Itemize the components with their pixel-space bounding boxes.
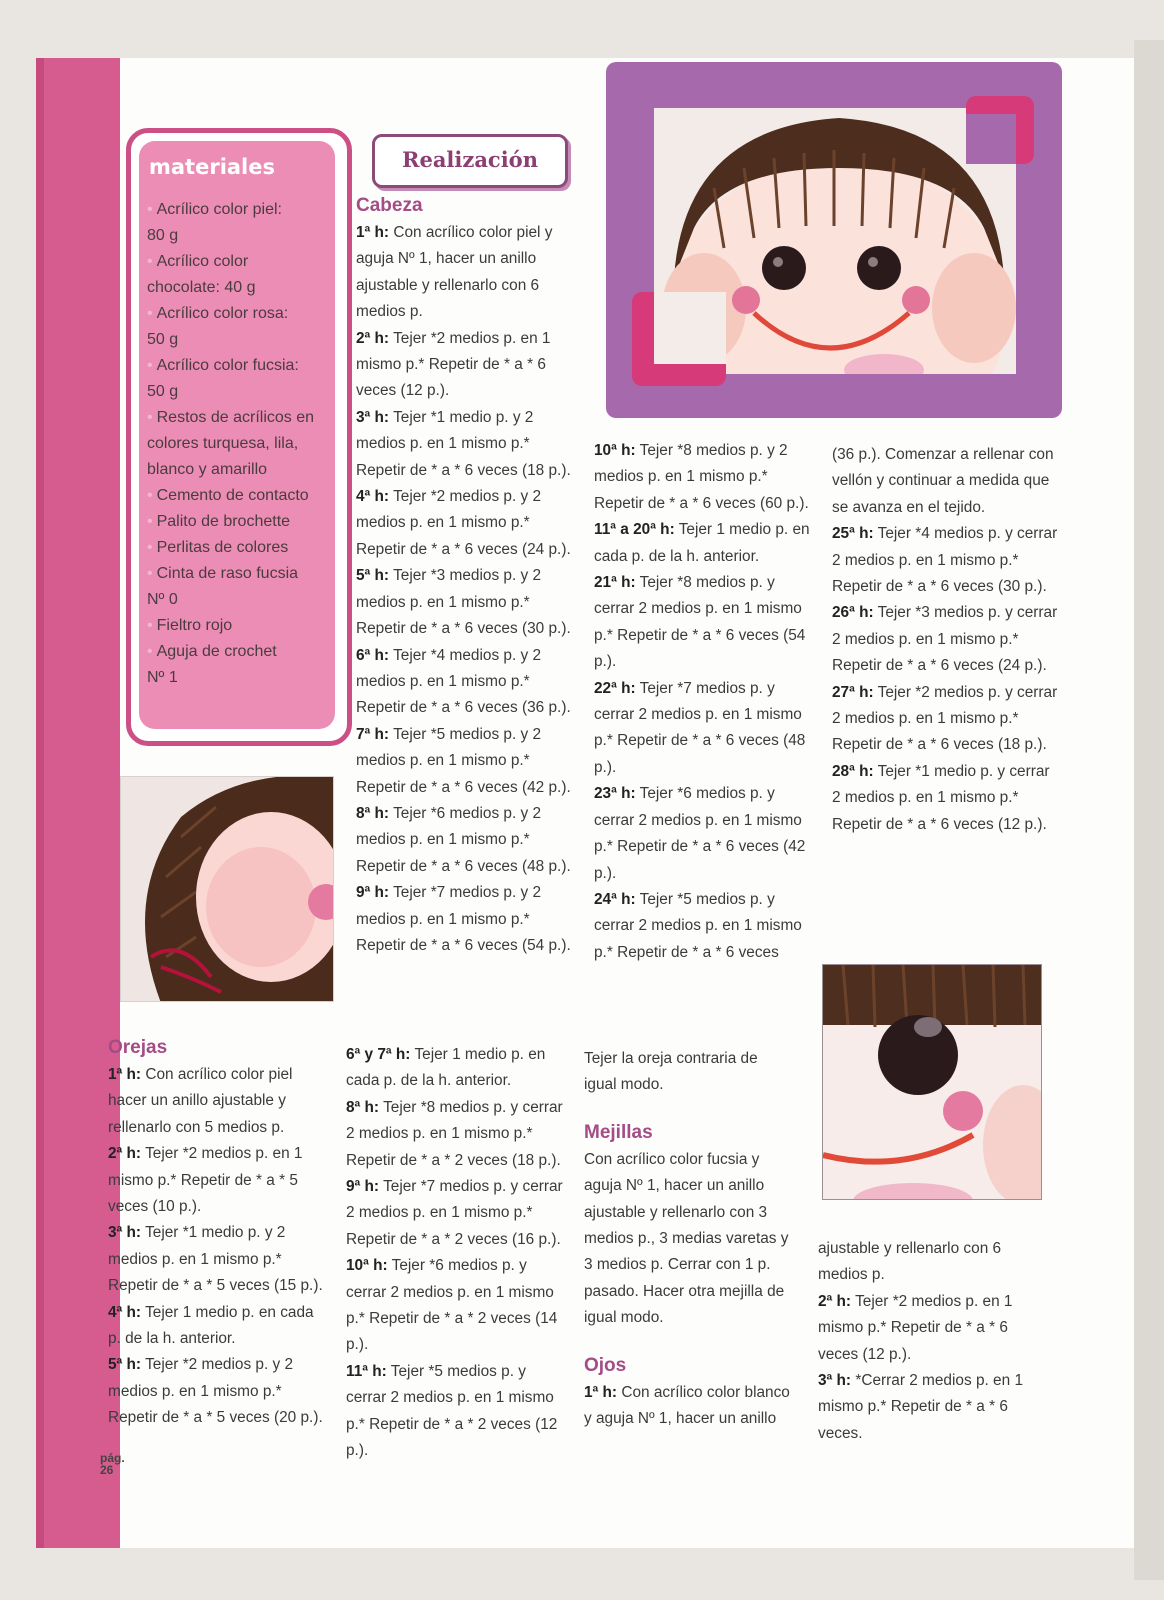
section-heading-orejas: Orejas [108,1037,168,1058]
instruction-row: 3ª h: Tejer *1 medio p. y 2 medios p. en 1 mismo p.* Repetir de * a * 5 veces (15 p.). [108,1224,323,1295]
instruction-row: 1ª h: Con acrílico color piel y aguja Nº 1, hacer un anillo ajustable y rellenarlo con 6 medios p. [356,224,553,321]
materials-line: Nº 0 [147,591,178,608]
instruction-row: 11ª h: Tejer *5 medios p. y cerrar 2 medios p. en 1 mismo p.* Repetir de * a * 2 veces (12 p.). [346,1362,558,1460]
doll-eye-photo-icon [823,965,1042,1200]
instruction-row: 10ª h: Tejer *8 medios p. y 2 medios p. en 1 mismo p.* Repetir de * a * 6 veces (60 p.). [594,442,809,512]
instruction-row: 4ª h: Tejer 1 medio p. en cada p. de la h. anterior. [108,1303,314,1348]
frame-corner-top-right [966,96,1034,164]
instruction-row: (36 p.). Comenzar a rellenar con vellón y continuar a medida que se avanza en el tejido. [832,446,1054,516]
materials-line: • Acrílico color piel: [147,201,282,218]
instruction-row: 24ª h: Tejer *5 medios p. y cerrar 2 medios p. en 1 mismo p.* Repetir de * a * 6 veces [594,890,802,961]
instruction-row: 10ª h: Tejer *6 medios p. y cerrar 2 medios p. en 1 mismo p.* Repetir de * a * 2 veces (14 p.). [346,1257,558,1354]
instruction-row: 8ª h: Tejer *6 medios p. y 2 medios p. en 1 mismo p.* Repetir de * a * 6 veces (48 p.). [356,804,571,875]
realizacion-label-box [372,134,568,188]
instruction-row: 1ª h: Con acrílico color blanco y aguja Nº 1, hacer un anillo [584,1383,790,1428]
page-number-value: 26 [100,1463,114,1477]
materials-box [126,128,352,746]
materials-line: colores turquesa, lila, [147,435,299,452]
instruction-row: 6ª h: Tejer *4 medios p. y 2 medios p. en 1 mismo p.* Repetir de * a * 6 veces (36 p.). [356,646,571,717]
section-heading-ojos: Ojos [584,1354,627,1376]
column-cabeza-3 [832,442,1058,838]
materials-line: chocolate: 40 g [147,279,256,296]
instruction-row: 28ª h: Tejer *1 medio p. y cerrar 2 medios p. en 1 mismo p.* Repetir de * a * 6 veces (12 p.). [832,762,1050,833]
materials-line: 80 g [147,227,179,244]
instruction-row: 5ª h: Tejer *3 medios p. y 2 medios p. en 1 mismo p.* Repetir de * a * 6 veces (30 p.). [356,567,571,638]
materials-line: blanco y amarillo [147,461,268,478]
instruction-row: 11ª a 20ª h: Tejer 1 medio p. en cada p. de la h. anterior. [594,521,810,565]
instruction-row: 9ª h: Tejer *7 medios p. y cerrar 2 medios p. en 1 mismo p.* Repetir de * a * 2 veces (16 p.). [346,1178,563,1248]
column-mejillas-ojos [584,1046,794,1432]
instruction-row: 23ª h: Tejer *6 medios p. y cerrar 2 medios p. en 1 mismo p.* Repetir de * a * 6 veces (42 p.). [594,785,806,882]
instruction-row: 26ª h: Tejer *3 medios p. y cerrar 2 medios p. en 1 mismo p.* Repetir de * a * 6 veces (24 p.). [832,604,1058,675]
orejas-closing: Tejer la oreja contraria de igual modo. [584,1050,758,1094]
mejillas-text: Con acrílico color fucsia y aguja Nº 1, hacer un anillo ajustable y rellenarlo con 3 medios p., 3 medias varetas y 3 medios p. Cerrar con 1 p. pasado. Hacer otra mejilla de igual modo. [584,1150,789,1327]
instruction-row: 1ª h: Con acrílico color piel hacer un anillo ajustable y rellenarlo con 5 medios p. [108,1066,293,1136]
instruction-row: 4ª h: Tejer *2 medios p. y 2 medios p. en 1 mismo p.* Repetir de * a * 6 veces (24 p.). [356,488,571,558]
instruction-row: 3ª h: *Cerrar 2 medios p. en 1 mismo p.* Repetir de * a * 6 veces. [818,1372,1024,1442]
materials-line: Nº 1 [147,669,178,686]
instruction-row: 3ª h: Tejer *1 medio p. y 2 medios p. en 1 mismo p.* Repetir de * a * 6 veces (18 p.). [356,408,571,479]
instruction-row: 7ª h: Tejer *5 medios p. y 2 medios p. en 1 mismo p.* Repetir de * a * 6 veces (42 p.). [356,725,571,796]
column-cabeza-1 [356,192,576,959]
photo-doll-ear [120,776,334,1002]
materials-title: materiales [149,155,275,179]
instruction-row: 2ª h: Tejer *2 medios p. en 1 mismo p.* Repetir de * a * 5 veces (10 p.). [108,1145,303,1216]
instruction-row: 21ª h: Tejer *8 medios p. y cerrar 2 medios p. en 1 mismo p.* Repetir de * a * 6 veces (54 p.). [594,574,806,671]
realizacion-title: Realización [402,147,538,172]
materials-line: 50 g [147,383,179,400]
materials-line: • Acrílico color [147,253,249,270]
column-cabeza-2 [594,438,818,966]
materials-line: • Perlitas de colores [147,539,289,556]
materials-line: • Aguja de crochet [147,643,277,660]
instruction-row: 27ª h: Tejer *2 medios p. y cerrar 2 medios p. en 1 mismo p.* Repetir de * a * 6 veces (18 p.). [832,683,1058,754]
instruction-row: 2ª h: Tejer *2 medios p. en 1 mismo p.* Repetir de * a * 6 veces (12 p.). [356,329,551,400]
instruction-row: 9ª h: Tejer *7 medios p. y 2 medios p. en 1 mismo p.* Repetir de * a * 6 veces (54 p.). [356,884,571,954]
materials-line: • Palito de brochette [147,513,291,530]
section-heading-mejillas: Mejillas [584,1121,653,1143]
materials-line: • Cinta de raso fucsia [147,565,299,582]
materials-line: • Cemento de contacto [147,487,309,504]
materials-line: • Acrílico color rosa: [147,305,289,322]
page-edge-shadow [1134,40,1164,1580]
materials-line: • Acrílico color fucsia: [147,357,299,374]
materials-line: 50 g [147,331,179,348]
instruction-row: 2ª h: Tejer *2 medios p. en 1 mismo p.* Repetir de * a * 6 veces (12 p.). [818,1292,1013,1363]
materials-list [147,197,327,691]
page-label: pág. [100,1451,125,1465]
column-orejas-1 [108,1034,324,1432]
materials-line: • Fieltro rojo [147,617,233,634]
section-heading-cabeza: Cabeza [356,195,423,216]
doll-ear-photo-icon [121,777,334,1002]
instruction-row: 5ª h: Tejer *2 medios p. y 2 medios p. en 1 mismo p.* Repetir de * a * 5 veces (20 p.). [108,1356,323,1427]
left-band-edge [36,58,44,1548]
materials-line: • Restos de acrílicos en [147,409,315,426]
column-ojos-2 [818,1236,1030,1447]
instruction-row: 25ª h: Tejer *4 medios p. y cerrar 2 medios p. en 1 mismo p.* Repetir de * a * 6 veces (30 p.). [832,525,1058,596]
instruction-row: 22ª h: Tejer *7 medios p. y cerrar 2 medios p. en 1 mismo p.* Repetir de * a * 6 veces (48 p.). [594,679,806,776]
column-orejas-2 [346,1042,566,1465]
photo-doll-eye-closeup [822,964,1042,1200]
instruction-row: 8ª h: Tejer *8 medios p. y cerrar 2 medios p. en 1 mismo p.* Repetir de * a * 2 veces (18 p.). [346,1098,563,1169]
page-number [100,1452,125,1476]
instruction-row: ajustable y rellenarlo con 6 medios p. [818,1240,1002,1284]
instruction-row: 6ª y 7ª h: Tejer 1 medio p. en cada p. de la h. anterior. [346,1046,546,1090]
frame-corner-bottom-left [632,292,726,386]
